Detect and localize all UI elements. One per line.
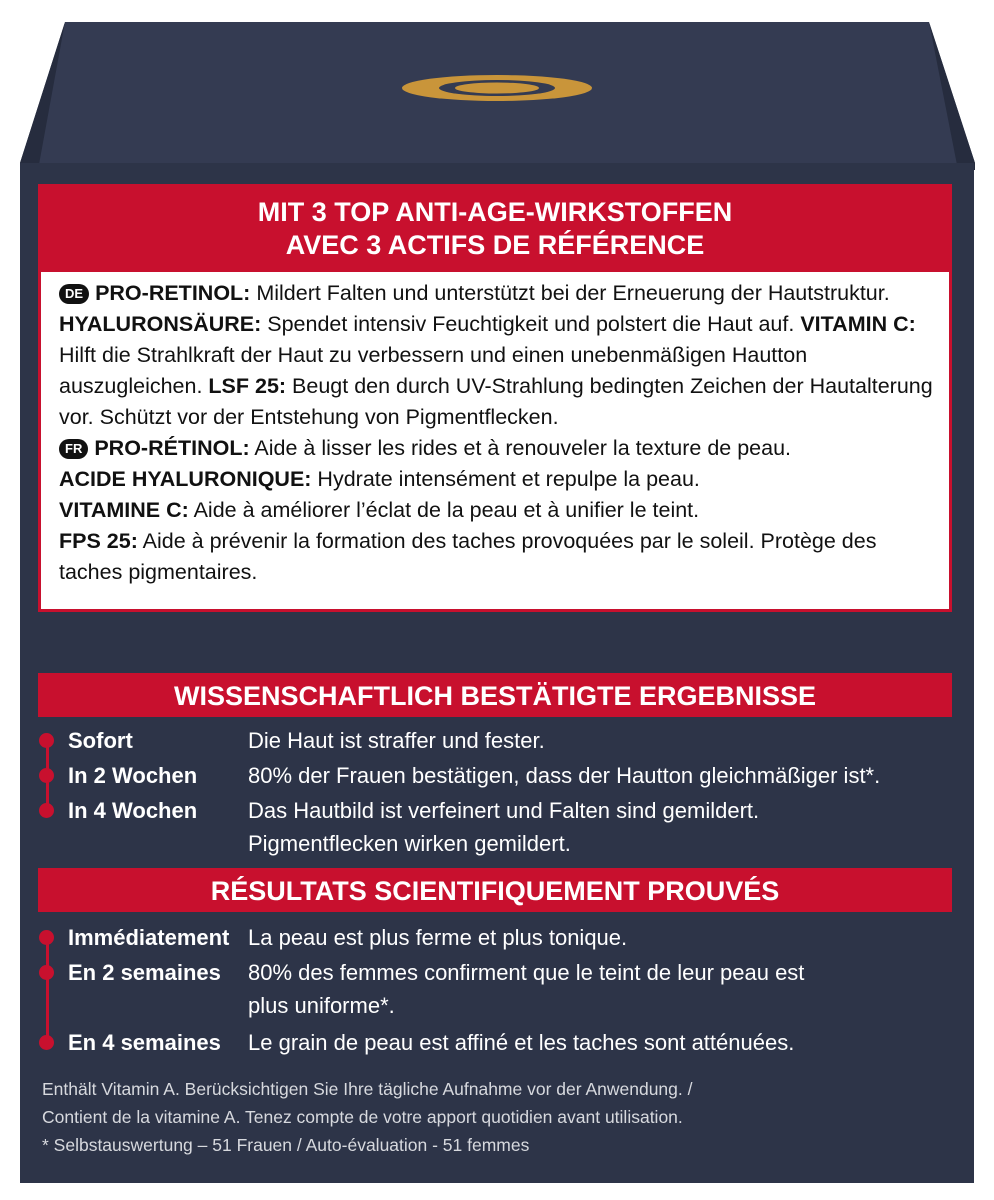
bullet-dot (39, 1035, 54, 1050)
ingredient-desc: Mildert Falten und unterstützt bei der Erneuerung der Hautstruktur. (250, 281, 890, 305)
header-line-fr: AVEC 3 ACTIFS DE RÉFÉRENCE (285, 230, 705, 260)
lang-badge-fr: FR (59, 439, 88, 459)
result-text: 80% der Frauen bestätigen, dass der Hautton gleichmäßiger ist*. (248, 763, 881, 788)
ingredient-title: HYALURONSÄURE: (59, 312, 262, 336)
result-text: 80% des femmes confirment que le teint de leur peau est plus uniforme*. (248, 960, 805, 1018)
header-line-de: MIT 3 TOP ANTI-AGE-WIRKSTOFFEN (257, 197, 733, 227)
ingredient-desc: Hilft die Strahlkraft der Haut zu verbessern und einen unebenmäßigen Hautton auszugleichen. (59, 343, 808, 398)
footer-notes (42, 1075, 942, 1159)
results-fr-title: RÉSULTATS SCIENTIFIQUEMENT PROUVÉS (38, 868, 952, 912)
ingredients-de (59, 278, 933, 433)
result-text: La peau est plus ferme et plus tonique. (248, 925, 628, 950)
ingredients-body (38, 272, 952, 612)
ingredient-desc: Aide à lisser les rides et à renouveler la texture de peau. (249, 436, 792, 460)
bullet-dot (39, 733, 54, 748)
result-row (46, 921, 926, 954)
result-row (46, 956, 926, 1022)
ingredient-title: ACIDE HYALURONIQUE: (59, 467, 312, 491)
box-lid (0, 0, 994, 180)
result-label: En 4 semaines (68, 1030, 221, 1055)
result-row (46, 759, 926, 792)
ingredient-title: FPS 25: (59, 529, 138, 553)
ingredients-fr (59, 433, 933, 588)
ingredient-desc: Aide à améliorer l’éclat de la peau et à unifier le teint. (188, 498, 700, 522)
bullet-dot (39, 768, 54, 783)
brand-logo-emblem (402, 75, 592, 101)
bullet-dot (39, 803, 54, 818)
ingredients-panel (38, 184, 952, 612)
result-label: Sofort (68, 728, 133, 753)
result-label: Immédiatement (68, 925, 230, 950)
ingredient-desc: Spendet intensiv Feuchtigkeit und polstert die Haut auf. (261, 312, 801, 336)
result-text: Le grain de peau est affiné et les taches sont atténuées. (248, 1030, 795, 1055)
ingredient-title: PRO-RÉTINOL: (94, 436, 250, 460)
result-label: In 4 Wochen (68, 798, 198, 823)
result-row (46, 1026, 926, 1059)
bullet-dot (39, 930, 54, 945)
footer-line: Contient de la vitamine A. Tenez compte de votre apport quotidien avant utilisation. (42, 1107, 683, 1127)
result-label: En 2 semaines (68, 960, 221, 985)
ingredient-title: VITAMINE C: (59, 498, 189, 522)
ingredients-header (38, 184, 952, 272)
results-de-list (46, 724, 926, 860)
result-text: Das Hautbild ist verfeinert und Falten sind gemildert. Pigmentflecken wirken gemildert. (248, 798, 760, 856)
results-de-title: WISSENSCHAFTLICH BESTÄTIGTE ERGEBNISSE (38, 673, 952, 717)
lang-badge-de: DE (59, 284, 89, 304)
ingredient-title: PRO-RETINOL: (95, 281, 251, 305)
ingredient-title: VITAMIN C: (800, 312, 916, 336)
result-label: In 2 Wochen (68, 763, 198, 788)
footer-line: * Selbstauswertung – 51 Frauen / Auto-évaluation - 51 femmes (42, 1135, 530, 1155)
result-row (46, 794, 926, 860)
bullet-dot (39, 965, 54, 980)
ingredient-desc: Hydrate intensément et repulpe la peau. (311, 467, 700, 491)
ingredient-title: LSF 25: (208, 374, 287, 398)
ingredient-desc: Aide à prévenir la formation des taches provoquées par le soleil. Protège des taches pigmentaires. (59, 529, 877, 584)
result-text: Die Haut ist straffer und fester. (248, 728, 545, 753)
results-fr-list (46, 921, 926, 1059)
ingredient-desc: Beugt den durch UV-Strahlung bedingten Zeichen der Hautalterung vor. Schützt vor der Entstehung von Pigmentflecken. (59, 374, 933, 429)
result-row (46, 724, 926, 757)
footer-line: Enthält Vitamin A. Berücksichtigen Sie Ihre tägliche Aufnahme vor der Anwendung. / (42, 1079, 693, 1099)
